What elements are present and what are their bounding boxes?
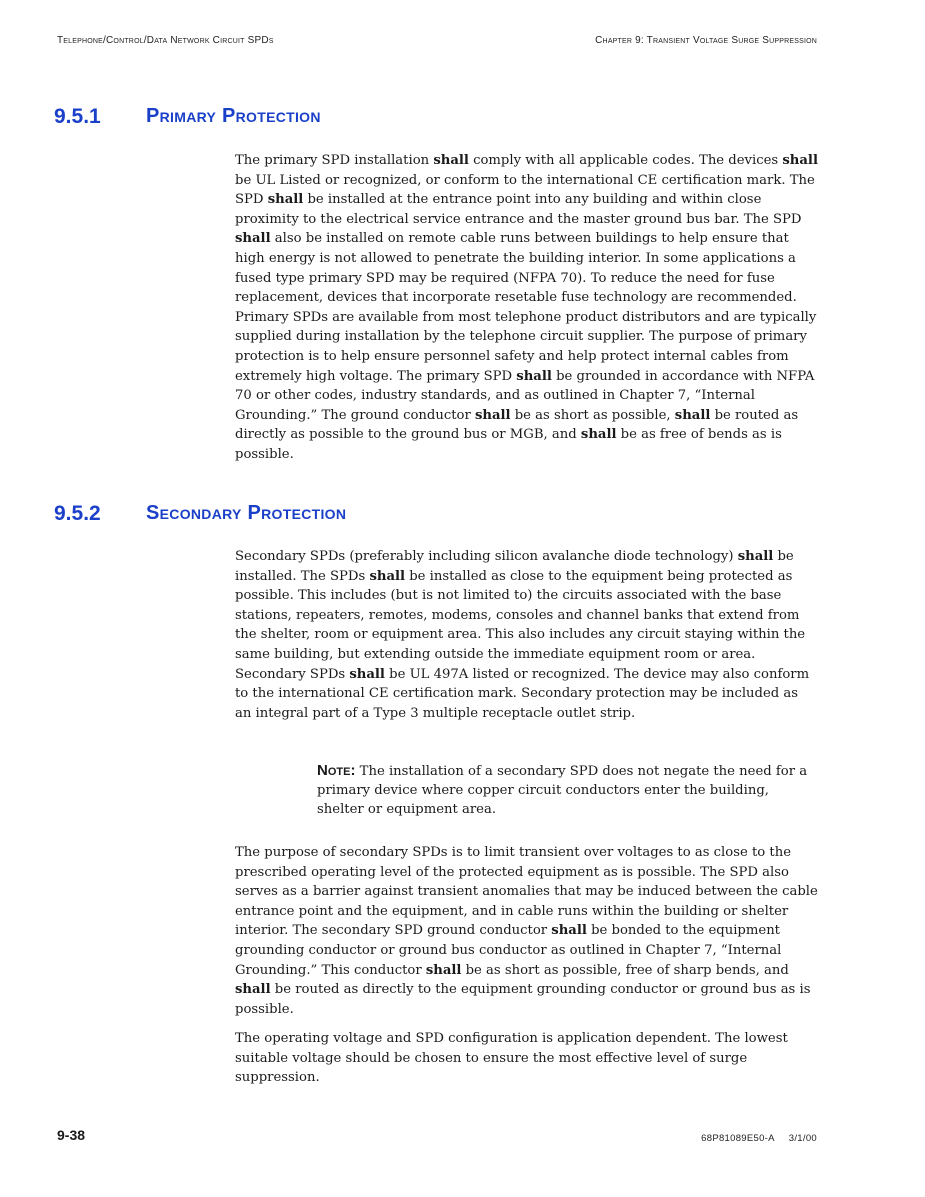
text-run: be routed as directly to the equipment grounding conductor or ground bus as is possible. (235, 982, 811, 1017)
text-run: be as free of bends as is possible. (235, 427, 782, 462)
text-run: be installed as close to the equipment being protected as possible. This includes (but is not limited to) the circuits associated with the base stations, repeaters, remotes, modems, consoles and channel banks that extend from the shelter, room or equipment area. This also includes any circuit staying within the same building, but extending outside the immediate equipment room or area. Secondary SPDs (235, 568, 806, 682)
section-title: Secondary Protection (146, 502, 347, 524)
text-run: also be installed on remote cable runs between buildings to help ensure that high energy is not allowed to penetrate the building interior. In some applications a fused type primary SPD may be required (NFPA 70). To reduce the need for fuse replacement, devices that incorporate resetable fuse technology are recommended. Primary SPDs are available from most telephone product distributors and are typically supplied during installation by the telephone circuit supplier. The purpose of primary protection is to help ensure personnel safety and help protect internal cables from extremely high voltage. The primary SPD (235, 231, 817, 384)
note-label: Note: (317, 762, 356, 779)
emphasis-shall: shall (425, 962, 462, 978)
emphasis-shall: shall (551, 923, 587, 939)
emphasis-shall: shall (235, 231, 271, 247)
section-paragraph (235, 151, 818, 465)
running-header-right: Chapter 9: Transient Voltage Surge Suppression (595, 35, 817, 46)
document-id (701, 1133, 817, 1144)
text-run: be grounded in accordance with NFPA 70 or other codes, industry standards, and as outlined in Chapter 7, “Internal Grounding.” The ground conductor (235, 368, 815, 423)
emphasis-shall: shall (433, 153, 469, 168)
emphasis-shall: shall (737, 549, 774, 564)
document-date: 3/1/00 (788, 1133, 817, 1144)
text-run: The purpose of secondary SPDs is to limit transient over voltages to as close to the prescribed operating level of the protected equipment as is possible. The SPD also serves as a barrier against transient anomalies that may be induced between the cable entrance point and the equipment, and in cable runs within the building or shelter interior. The secondary SPD ground conductor (235, 845, 818, 939)
section-number: 9.5.1 (54, 105, 101, 128)
note-block (317, 761, 817, 819)
section-number: 9.5.2 (54, 502, 101, 525)
text-run: be routed as directly as possible to the ground bus or MGB, and (235, 407, 799, 443)
emphasis-shall: shall (580, 427, 617, 443)
text-run: be installed. The SPDs (235, 549, 794, 584)
emphasis-shall: shall (674, 407, 711, 423)
section-paragraph (235, 547, 818, 723)
text-run: be UL Listed or recognized, or conform to the international CE certification mark. The SPD (235, 172, 815, 208)
running-header-left: Telephone/Control/Data Network Circuit SPDs (57, 35, 274, 46)
document-number: 68P81089E50-A (701, 1133, 775, 1144)
text-run: Secondary SPDs (preferably including silicon avalanche diode technology) (235, 549, 738, 564)
note-text: The installation of a secondary SPD does not negate the need for a primary device where copper circuit conductors enter the building, shelter or equipment area. (317, 764, 808, 817)
emphasis-shall: shall (369, 568, 406, 584)
section-title: Primary Protection (146, 105, 321, 127)
text-run: be installed at the entrance point into any building and within close proximity to the electrical service entrance and the master ground bus bar. The SPD (235, 192, 802, 227)
text-run: be as short as possible, (510, 407, 675, 423)
section-paragraph (235, 1029, 818, 1088)
text-run: The operating voltage and SPD configuration is application dependent. The lowest suitable voltage should be chosen to ensure the most effective level of surge suppression. (235, 1031, 788, 1086)
text-run: be bonded to the equipment grounding conductor or ground bus conductor as outlined in Chapter 7, “Internal Grounding.” This conductor (235, 923, 782, 978)
emphasis-shall: shall (235, 982, 271, 998)
emphasis-shall: shall (349, 666, 385, 682)
emphasis-shall: shall (782, 153, 818, 168)
text-run: be as short as possible, free of sharp bends, and (461, 962, 789, 978)
text-run: The primary SPD installation (235, 153, 434, 168)
emphasis-shall: shall (267, 192, 304, 208)
page-number: 9-38 (57, 1127, 86, 1143)
text-run: be UL 497A listed or recognized. The device may also conform to the international CE certification mark. Secondary protection may be included as an integral part of a Type 3 multiple receptacle outlet strip. (235, 666, 810, 721)
emphasis-shall: shall (516, 368, 552, 384)
section-paragraph (235, 843, 818, 1019)
text-run: comply with all applicable codes. The devices (468, 153, 783, 168)
emphasis-shall: shall (474, 407, 511, 423)
